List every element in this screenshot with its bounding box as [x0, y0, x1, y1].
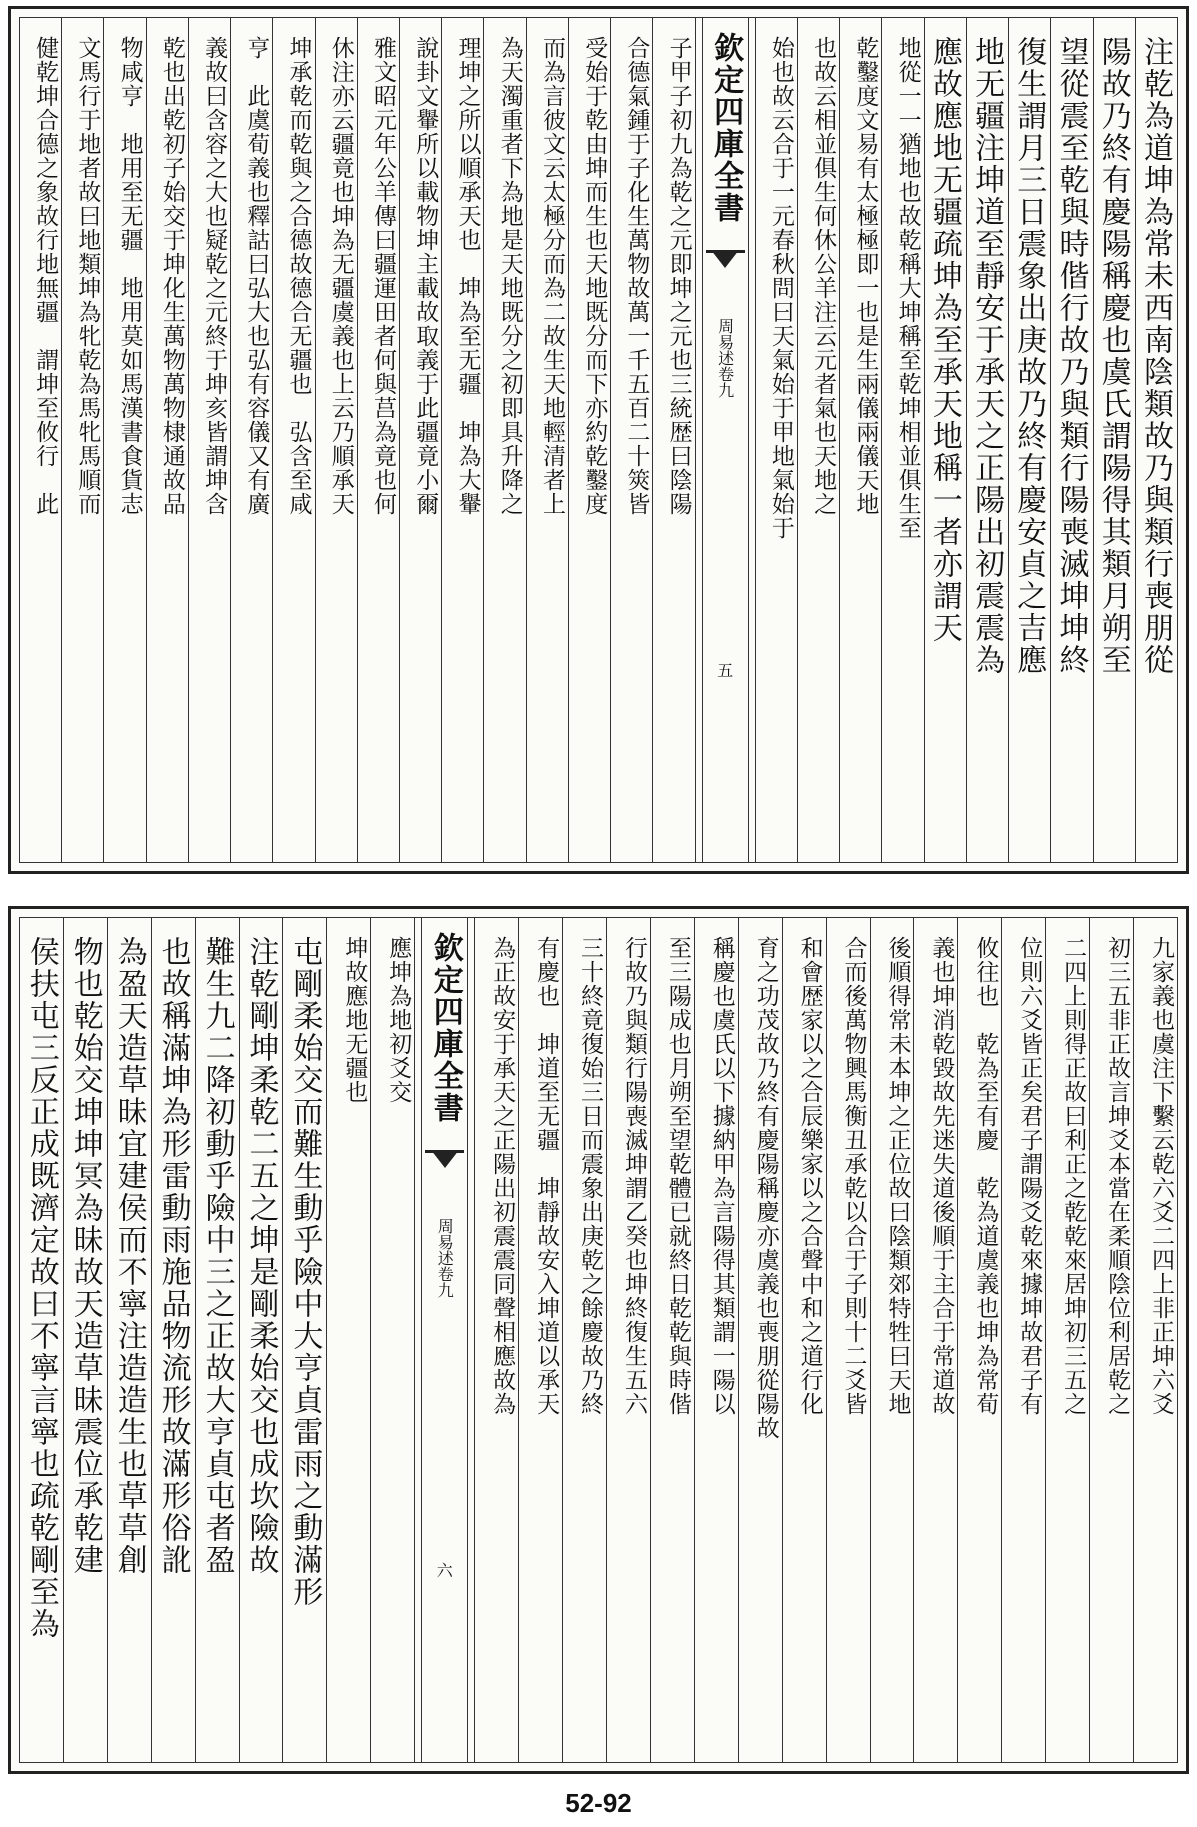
- text-column: 義也坤消乾毀故先迷失道後順于主合于常道故: [913, 918, 957, 1762]
- volume-juan: 卷九: [435, 1266, 455, 1298]
- fishtail-mark: [425, 1150, 464, 1181]
- text-column: 合而後萬物興馬衡丑承乾以合于子則十二爻皆: [826, 918, 870, 1762]
- text-column: 攸往也 乾為至有慶 乾為道虞義也坤為常荀: [957, 918, 1001, 1762]
- text-column: 侯扶屯三反正成既濟定故曰不寧言寧也疏乾剛至為: [23, 936, 59, 1640]
- text-column: 位則六爻皆正矣君子謂陽爻乾來據坤故君子有: [1001, 918, 1045, 1762]
- leaf-number: 六: [436, 1561, 453, 1580]
- text-column: 受始于乾由坤而生也天地既分而下亦約乾鑿度: [568, 18, 610, 862]
- text-column: 子甲子初九為乾之元即坤之元也三統歴曰陰陽: [652, 18, 694, 862]
- text-column: 義故曰含容之大也疑乾之元終于坤亥皆謂坤含: [188, 18, 230, 862]
- text-column: 地无疆注坤道至靜安于承天之正陽出初震震為: [966, 18, 1008, 862]
- text-column: 為天濁重者下為地是天地既分之初即具升降之: [483, 18, 525, 862]
- text-column: 合德氣鍾于子化生萬物故萬一千五百二十筴皆: [610, 18, 652, 862]
- text-column: 文馬行于地者故曰地類坤為牝乾為馬牝馬順而: [61, 18, 103, 862]
- text-column: 注乾剛坤柔乾二五之坤是剛柔始交也成坎險故: [239, 918, 283, 1762]
- text-column: 為正故安于承天之正陽出初震震同聲相應故為: [474, 918, 518, 1762]
- lower-page: [8, 906, 1189, 1774]
- text-column: 後順得常未本坤之正位故曰陰類郊特牲曰天地: [870, 918, 914, 1762]
- text-column: 乾也出乾初子始交于坤化生萬物萬物棣通故品: [146, 18, 188, 862]
- volume-work: 周易述: [715, 318, 735, 366]
- center-fold: [695, 18, 755, 862]
- text-column: 行故乃與類行陽喪滅坤謂乙癸也坤終復生五六: [606, 918, 650, 1762]
- text-column: 陽故乃終有慶陽稱慶也虞氏謂陽得其類月朔至: [1093, 18, 1135, 862]
- folio-number: 52-92: [565, 1788, 632, 1818]
- text-column: 始也故云合于一元春秋問曰天氣始于甲地氣始于: [755, 18, 797, 862]
- lower-page-columns: [19, 917, 1178, 1763]
- text-column: 應故應地无疆疏坤為至承天地稱一者亦謂天: [924, 18, 966, 862]
- text-column: 初三五非正故言坤爻本當在柔順陰位利居乾之: [1089, 918, 1133, 1762]
- text-column: 也故稱滿坤為形雷動雨施品物流形故滿形俗訛: [151, 918, 195, 1762]
- text-column: 二四上則得正故曰利正之乾乾來居坤初三五之: [1045, 918, 1089, 1762]
- text-column: 注乾為道坤為常未西南陰類故乃與類行喪朋從: [1135, 18, 1177, 862]
- text-column: 和會歴家以之合辰樂家以之合聲中和之道行化: [782, 918, 826, 1762]
- center-fold: [414, 918, 474, 1762]
- volume-work: 周易述: [435, 1218, 455, 1266]
- text-column: 也故云相並俱生何休公羊注云元者氣也天地之: [797, 18, 839, 862]
- text-column: 物咸亨 地用至无疆 地用莫如馬漢書食貨志: [103, 18, 145, 862]
- text-column: 亨 此虞荀義也釋詁曰弘大也弘有容儀又有廣: [230, 18, 272, 862]
- volume-label: [696, 298, 755, 418]
- series-title: 欽定四庫全書: [708, 32, 744, 224]
- text-column: 稱慶也虞氏以下據納甲為言陽得其類謂一陽以: [694, 918, 738, 1762]
- text-column: 九家義也虞注下繫云乾六爻二四上非正坤六爻: [1133, 918, 1177, 1762]
- text-column: 坤承乾而乾與之合德故德合无疆也 弘含至咸: [272, 18, 314, 862]
- text-column: 三十終竟復始三日而震象出庚乾之餘慶故乃終: [562, 918, 606, 1762]
- text-column: 地從一一猶地也故乾稱大坤稱至乾坤相並俱生至: [881, 18, 923, 862]
- upper-page-columns: [19, 17, 1178, 863]
- text-column: 望從震至乾與時偕行故乃與類行陽喪滅坤坤終: [1050, 18, 1092, 862]
- text-column: 坤故應地无疆也: [326, 918, 370, 1762]
- series-title: 欽定四庫全書: [427, 932, 463, 1124]
- upper-page: [8, 6, 1189, 874]
- text-column: 至三陽成也月朔至望乾體已就終日乾乾與時偕: [650, 918, 694, 1762]
- volume-juan: 卷九: [715, 366, 735, 398]
- text-column: 乾鑿度文易有太極極即一也是生兩儀兩儀天地: [839, 18, 881, 862]
- leaf-number: 五: [717, 661, 734, 680]
- text-column: 應坤為地初爻交: [370, 918, 414, 1762]
- text-column: 而為言彼文云太極分而為二故生天地輕清者上: [526, 18, 568, 862]
- fishtail-mark: [706, 250, 745, 281]
- text-column: 難生九二降初動乎險中三之正故大亨貞屯者盈: [195, 918, 239, 1762]
- text-column: 屯剛柔始交而難生動乎險中大亨貞雷雨之動滿形: [282, 918, 326, 1762]
- text-column: 有慶也 坤道至无疆 坤靜故安入坤道以承天: [518, 918, 562, 1762]
- text-column: 理坤之所以順承天也 坤為至无疆 坤為大轝: [441, 18, 483, 862]
- text-column: 復生謂月三日震象出庚故乃終有慶安貞之吉應: [1008, 18, 1050, 862]
- text-column: 休注亦云疆竟也坤為无疆虞義也上云乃順承天: [315, 18, 357, 862]
- text-column: 為盈天造草昧宜建侯而不寧注造造生也草草創: [107, 918, 151, 1762]
- text-column: 健乾坤合德之象故行地無疆 謂坤至攸行 此: [32, 36, 59, 516]
- text-column: 雅文昭元年公羊傳曰疆運田者何與莒為竟也何: [357, 18, 399, 862]
- text-column: 育之功茂故乃終有慶陽稱慶亦虞義也喪朋從陽故: [738, 918, 782, 1762]
- text-column: 說卦文轝所以載物坤主載故取義于此疆竟小爾: [399, 18, 441, 862]
- volume-label: [415, 1198, 474, 1318]
- text-column: 物也乾始交坤坤冥為昧故天造草昧震位承乾建: [63, 918, 107, 1762]
